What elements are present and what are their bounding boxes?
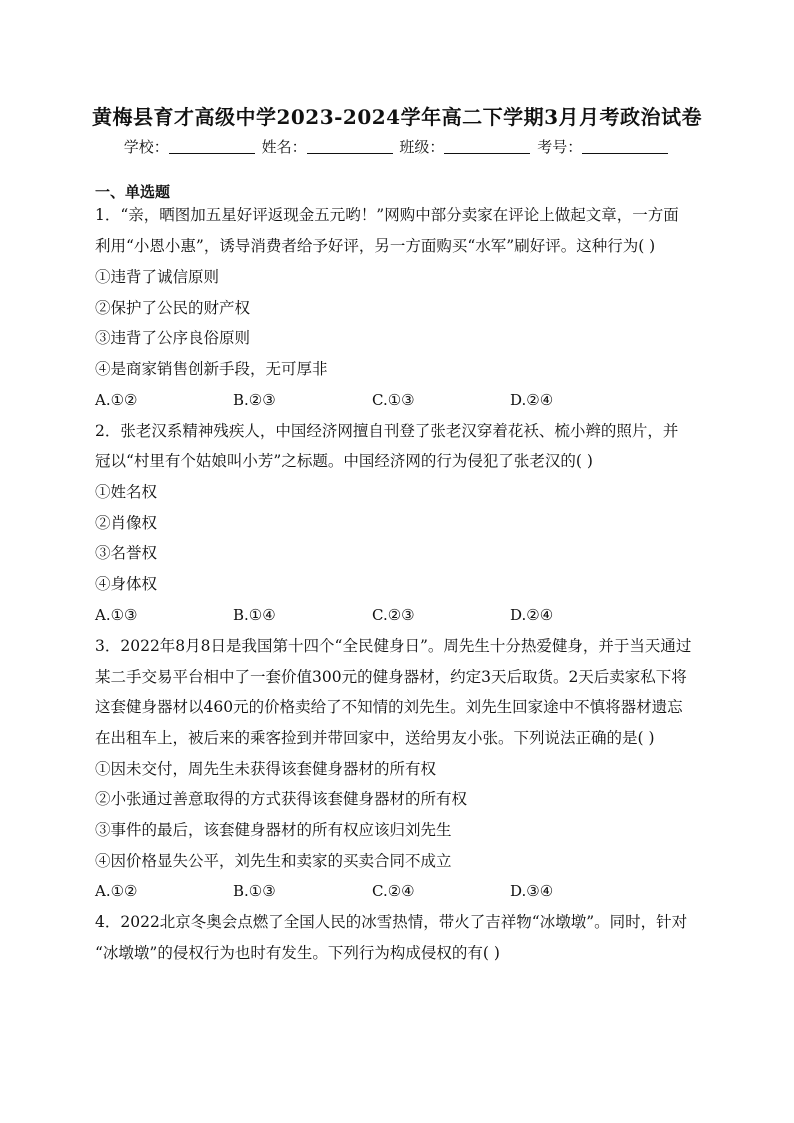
exam-number-blank <box>582 139 668 154</box>
question-1-option-d[interactable]: D.②④ <box>510 391 554 409</box>
question-2-option-d[interactable]: D.②④ <box>510 606 554 624</box>
question-4-line-2: “冰墩墩”的侵权行为也时有发生。下列行为构成侵权的有( ) <box>95 944 500 962</box>
question-1-option-c[interactable]: C.①③ <box>372 391 415 409</box>
question-3-line-2: 某二手交易平台相中了一套价值300元的健身器材，约定3天后取货。2天后卖家私下将 <box>95 668 687 686</box>
class-blank <box>444 139 530 154</box>
question-3-statement-2: ②小张通过善意取得的方式获得该套健身器材的所有权 <box>95 790 468 808</box>
question-1-statement-1: ①违背了诚信原则 <box>95 268 220 286</box>
exam-number-label: 考号： <box>537 138 583 156</box>
question-1-statement-4: ④是商家销售创新手段，无可厚非 <box>95 360 328 378</box>
question-2-statement-3: ③名誉权 <box>95 544 158 562</box>
question-3-statement-3: ③事件的最后，该套健身器材的所有权应该归刘先生 <box>95 821 452 839</box>
exam-title: 黄梅县育才高级中学2023-2024学年高二下学期3月月考政治试卷 <box>91 105 703 129</box>
question-1-statement-2: ②保护了公民的财产权 <box>95 299 251 317</box>
question-1-option-a[interactable]: A.①② <box>95 391 138 409</box>
question-2-option-c[interactable]: C.②③ <box>372 606 415 624</box>
question-3-statement-4: ④因价格显失公平，刘先生和卖家的买卖合同不成立 <box>95 852 452 870</box>
question-3-option-a[interactable]: A.①② <box>95 882 138 900</box>
question-2-option-a[interactable]: A.①③ <box>95 606 138 624</box>
question-4-line-1: 4．2022北京冬奥会点燃了全国人民的冰雪热情，带火了吉祥物“冰墩墩”。同时，针对 <box>95 913 688 931</box>
question-3-line-3: 这套健身器材以460元的价格卖给了不知情的刘先生。刘先生回家途中不慎将器材遗忘 <box>95 698 683 716</box>
question-1-statement-3: ③违背了公序良俗原则 <box>95 329 251 347</box>
question-3-option-c[interactable]: C.②④ <box>372 882 415 900</box>
question-2-options <box>95 606 655 626</box>
question-2-line-1: 2．张老汉系精神残疾人，中国经济网擅自刊登了张老汉穿着花袄、梳小辫的照片，并 <box>95 422 679 440</box>
school-label: 学校： <box>123 138 169 156</box>
question-3-option-b[interactable]: B.①③ <box>233 882 276 900</box>
question-2-statement-1: ①姓名权 <box>95 483 158 501</box>
question-3-line-1: 3．2022年8月8日是我国第十四个“全民健身日”。周先生十分热爱健身，并于当天通过 <box>95 637 692 655</box>
question-1-option-b[interactable]: B.②③ <box>233 391 276 409</box>
class-label: 班级： <box>399 138 445 156</box>
question-1-line-2: 利用“小恩小惠”，诱导消费者给予好评，另一方面购买“水军”刷好评。这种行为( ) <box>95 237 656 255</box>
question-1-line-1: 1．“亲，晒图加五星好评返现金五元哟！”网购中部分卖家在评论上做起文章，一方面 <box>95 206 679 224</box>
question-3-options <box>95 882 655 902</box>
section-title: 一、单选题 <box>95 183 171 201</box>
question-2-statement-2: ②肖像权 <box>95 514 158 532</box>
question-3-option-d[interactable]: D.③④ <box>510 882 554 900</box>
question-2-line-2: 冠以“村里有个姑娘叫小芳”之标题。中国经济网的行为侵犯了张老汉的( ) <box>95 452 593 470</box>
question-3-statement-1: ①因未交付，周先生未获得该套健身器材的所有权 <box>95 760 437 778</box>
name-label: 姓名： <box>261 138 307 156</box>
question-2-statement-4: ④身体权 <box>95 575 158 593</box>
question-3-line-4: 在出租车上，被后来的乘客捡到并带回家中，送给男友小张。下列说法正确的是( ) <box>95 729 655 747</box>
student-info-row <box>0 136 794 157</box>
name-blank <box>307 139 393 154</box>
question-2-option-b[interactable]: B.①④ <box>233 606 276 624</box>
question-1-options <box>95 391 655 411</box>
school-blank <box>169 139 255 154</box>
